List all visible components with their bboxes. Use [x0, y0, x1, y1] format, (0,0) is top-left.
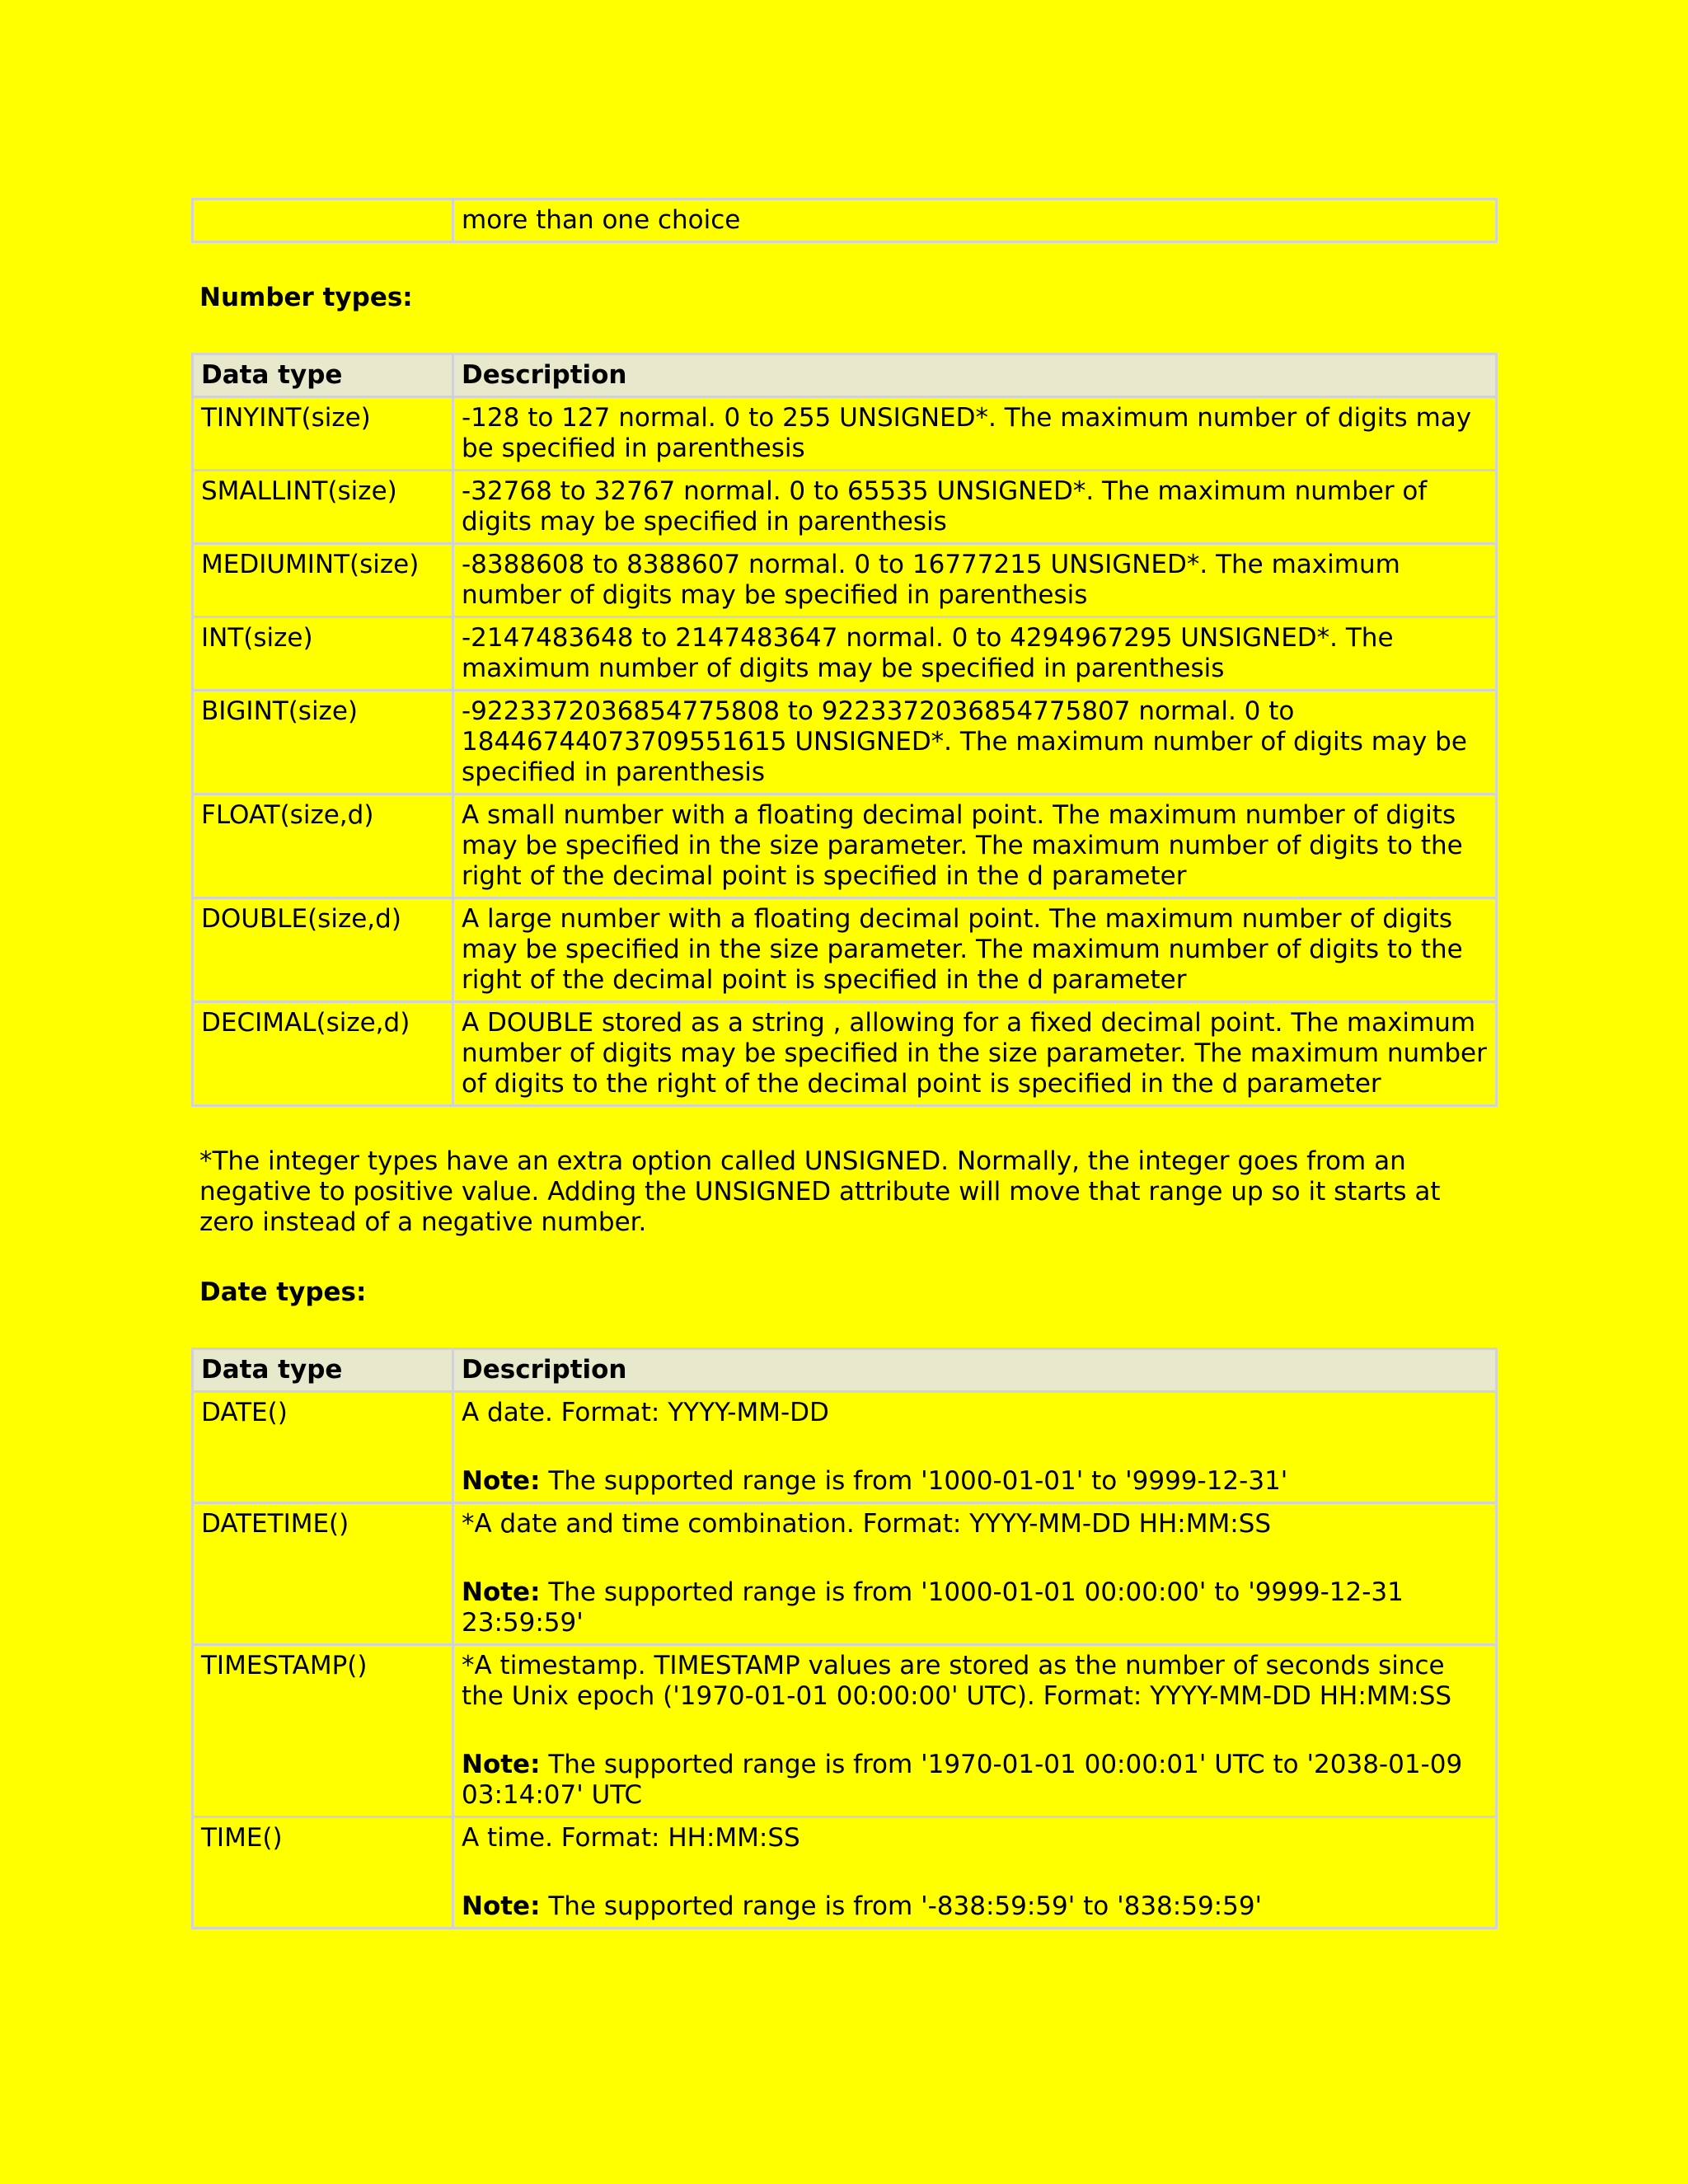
table-row — [193, 617, 1497, 691]
note-label: Note: — [462, 1891, 541, 1921]
description-text: *A date and time combination. Format: YYYY-MM-DD HH:MM:SS — [462, 1509, 1272, 1539]
note-label: Note: — [462, 1466, 541, 1496]
table-row — [193, 1392, 1497, 1503]
type-cell: DECIMAL(size,d) — [193, 1002, 453, 1106]
note-text: The supported range is from '1000-01-01' to '9999-12-31' — [540, 1466, 1288, 1496]
type-cell: TIME() — [193, 1817, 453, 1929]
description-cell: A DOUBLE stored as a string , allowing for a fixed decimal point. The maximum number of digits may be specified in the size parameter. The maximum number of digits to the right of the decimal point is specified in the d parameter — [453, 1002, 1497, 1106]
table-row — [193, 1645, 1497, 1817]
type-cell — [193, 199, 453, 242]
table-row — [193, 1002, 1497, 1106]
column-header-description: Description — [453, 354, 1497, 397]
description-text: A date. Format: YYYY-MM-DD — [462, 1398, 829, 1427]
column-header-description: Description — [453, 1349, 1497, 1392]
type-cell: INT(size) — [193, 617, 453, 691]
continued-table — [191, 198, 1498, 243]
column-header-type: Data type — [193, 354, 453, 397]
type-cell: DOUBLE(size,d) — [193, 898, 453, 1002]
date-types-heading: Date types: — [199, 1277, 367, 1307]
note-line — [462, 1750, 1488, 1811]
table-row — [193, 1817, 1497, 1929]
description-cell — [453, 1392, 1497, 1503]
type-cell: BIGINT(size) — [193, 691, 453, 794]
type-cell: TIMESTAMP() — [193, 1645, 453, 1817]
description-cell: -128 to 127 normal. 0 to 255 UNSIGNED*. The maximum number of digits may be specified in parenthesis — [453, 397, 1497, 471]
description-cell: more than one choice — [453, 199, 1497, 242]
description-cell: A large number with a floating decimal point. The maximum number of digits may be specified in the size parameter. The maximum number of digits to the right of the decimal point is specified in the d parameter — [453, 898, 1497, 1002]
note-text: The supported range is from '-838:59:59' to '838:59:59' — [540, 1891, 1263, 1921]
note-text: The supported range is from '1000-01-01 00:00:00' to '9999-12-31 23:59:59' — [462, 1577, 1404, 1638]
description-cell: -32768 to 32767 normal. 0 to 65535 UNSIGNED*. The maximum number of digits may be specified in parenthesis — [453, 471, 1497, 544]
description-cell: -8388608 to 8388607 normal. 0 to 16777215 UNSIGNED*. The maximum number of digits may be specified in parenthesis — [453, 544, 1497, 617]
description-text: A time. Format: HH:MM:SS — [462, 1823, 800, 1853]
unsigned-footnote: *The integer types have an extra option called UNSIGNED. Normally, the integer goes from an negative to positive value. Adding the UNSIGNED attribute will move that range up so it starts at zero instead of a negative number. — [199, 1146, 1441, 1237]
note-text: The supported range is from '1970-01-01 00:00:01' UTC to '2038-01-09 03:14:07' UTC — [462, 1750, 1463, 1810]
table-row — [193, 199, 1497, 242]
table-row — [193, 471, 1497, 544]
note-line — [462, 1577, 1488, 1638]
description-cell — [453, 1645, 1497, 1817]
type-cell: MEDIUMINT(size) — [193, 544, 453, 617]
type-cell: SMALLINT(size) — [193, 471, 453, 544]
table-row — [193, 794, 1497, 898]
description-text: *A timestamp. TIMESTAMP values are stored as the number of seconds since the Unix epoch ('1970-01-01 00:00:00' UTC). Format: YYYY-MM-DD HH:MM:SS — [462, 1651, 1452, 1711]
description-cell — [453, 1817, 1497, 1929]
description-cell: -2147483648 to 2147483647 normal. 0 to 4294967295 UNSIGNED*. The maximum number of digits may be specified in parenthesis — [453, 617, 1497, 691]
description-cell: A small number with a floating decimal point. The maximum number of digits may be specified in the size parameter. The maximum number of digits to the right of the decimal point is specified in the d parameter — [453, 794, 1497, 898]
table-header-row — [193, 354, 1497, 397]
type-cell: TINYINT(size) — [193, 397, 453, 471]
date-types-table — [191, 1347, 1498, 1929]
type-cell: DATE() — [193, 1392, 453, 1503]
type-cell: DATETIME() — [193, 1503, 453, 1645]
note-label: Note: — [462, 1750, 541, 1779]
table-row — [193, 397, 1497, 471]
note-line — [462, 1466, 1488, 1497]
type-cell: FLOAT(size,d) — [193, 794, 453, 898]
table-row — [193, 898, 1497, 1002]
table-row — [193, 1503, 1497, 1645]
column-header-type: Data type — [193, 1349, 453, 1392]
note-line — [462, 1891, 1488, 1922]
number-types-heading: Number types: — [199, 283, 413, 312]
description-cell — [453, 1503, 1497, 1645]
table-row — [193, 544, 1497, 617]
table-row — [193, 691, 1497, 794]
description-cell: -9223372036854775808 to 9223372036854775807 normal. 0 to 18446744073709551615 UNSIGNED*. The maximum number of digits may be specified in parenthesis — [453, 691, 1497, 794]
table-header-row — [193, 1349, 1497, 1392]
number-types-table — [191, 353, 1498, 1107]
document-page — [191, 198, 1495, 1929]
note-label: Note: — [462, 1577, 541, 1607]
